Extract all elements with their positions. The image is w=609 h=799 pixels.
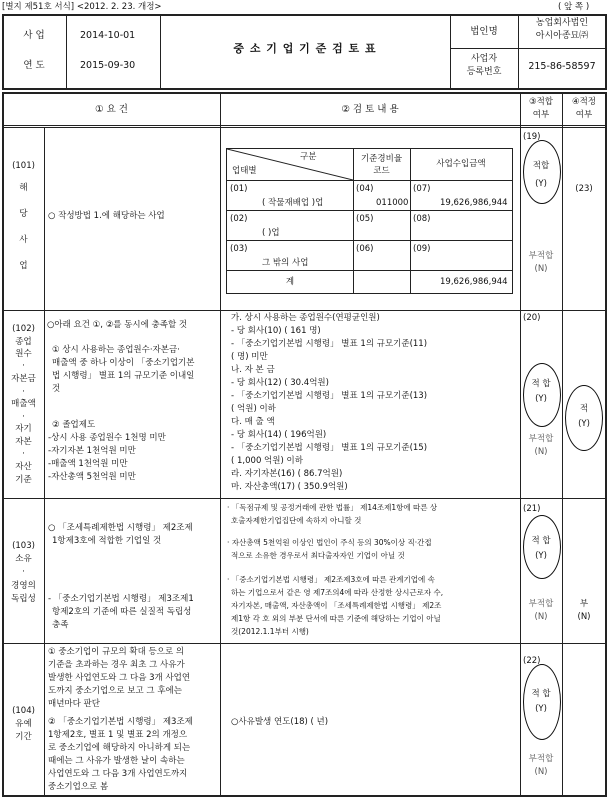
s103-rev-line: · 「중소기업기본법 시행령」 제2조제3호에 따른 관계기업에 속	[227, 575, 435, 584]
s104-req-line: 1항제2호, 별표 1 및 별표 2의 개정으	[48, 730, 188, 740]
s102-rev-line: - 당 회사(12) ( 30.4억원)	[231, 378, 329, 388]
s103-req-line: 충족	[52, 620, 69, 630]
col-proper-header-2: 여부	[575, 110, 593, 120]
s104-unfit-n: (N)	[534, 767, 548, 777]
s101-h-sector: 업태별	[232, 166, 257, 176]
s102-label: 매출액	[11, 399, 36, 409]
s101-row-code-no: (05)	[356, 214, 374, 224]
s102-fit: 적 합	[531, 379, 551, 389]
s101-row-rev-no: (09)	[413, 244, 431, 254]
corp-name-2: 아시아종묘㈜	[535, 31, 589, 41]
selected-circle	[523, 140, 561, 204]
s102-req-line: -자산총액 5천억원 미만	[48, 472, 136, 482]
s102-req-line: 매출액 중 하나 이상이 「중소기업기본	[52, 358, 195, 368]
s102-rev-line: - 「중소기업기본법 시행령」 별표 1의 규모기준(13)	[231, 391, 428, 401]
s102-label: 종업	[15, 337, 32, 347]
s101-total-label: 계	[285, 277, 295, 287]
s104-label: 유예	[15, 719, 32, 729]
biz-reg-label-1: 사업자	[470, 54, 498, 64]
s102-rev-line: ( 1,000 억원) 이하	[231, 456, 303, 466]
s102-label: 원수	[15, 349, 32, 359]
s101-h-code-2: 코드	[373, 166, 390, 176]
s103-fit-no: (21)	[523, 504, 541, 514]
s101-row-rev-no: (08)	[413, 214, 431, 224]
s102-rev-line: 다. 매 출 액	[231, 417, 275, 427]
s101-h-category: 구분	[300, 152, 317, 162]
s103-rev-line: 하는 기업으로서 같은 영 제7조의4에 따라 산정한 상시근로자 수,	[231, 588, 444, 597]
s102-unfit-n: (N)	[534, 447, 548, 457]
s103-rev-line: 제1항 각 호 외의 부분 단서에 따른 기준에 해당하는 기업이 아닐	[231, 614, 441, 623]
s102-req-line: -매출액 1천억원 미만	[48, 459, 128, 469]
col-fit-header-1: ③적합	[528, 97, 554, 107]
s104-fit-y: (Y)	[535, 704, 547, 714]
s102-req-line: -상시 사용 종업원수 1천명 미만	[48, 433, 166, 443]
s104-req-line: 매년마다 판단	[48, 699, 100, 709]
year-start: 2014-10-01	[80, 30, 136, 41]
s104-req-line: 기준을 초과하는 경우 최초 그 사유가	[48, 660, 185, 670]
s104-fit-no: (22)	[523, 656, 541, 666]
selected-circle	[523, 515, 561, 579]
s103-rev-line: 적으로 소유한 경우로서 최다출자자인 기업이 아닐 것	[231, 551, 405, 560]
s102-rev-line: - 「중소기업기본법 시행령」 별표 1의 규모기준(11)	[231, 339, 428, 349]
s101-row-code: 011000	[376, 198, 409, 208]
s102-rev-line: 마. 자산총액(17) ( 350.9억원)	[231, 482, 348, 492]
s102-rev-line: - 당 회사(14) ( 196억원)	[231, 430, 327, 440]
s102-req-line: ○아래 요건 ①, ②를 동시에 충족할 것	[47, 320, 188, 330]
s104-req-line: 도까지 중소기업으로 보고 그 후에는	[48, 686, 182, 696]
s102-label: 기준	[15, 475, 32, 485]
s104-label: 기간	[15, 732, 32, 742]
business-year-label-2: 연 도	[23, 60, 45, 71]
s103-rev-line: 자기자본, 매출액, 자산총액이 「조세특례제한법 시행령」 제2조	[231, 601, 442, 610]
s104-rev: ○사유발생 연도(18) ( 년)	[231, 717, 329, 727]
s103-fit-y: (Y)	[535, 551, 547, 561]
s102-label: ·	[22, 449, 25, 459]
s103-rev-line: · 자산총액 5천억원 이상인 법인이 주식 등의 30%이상 직·간접	[227, 538, 432, 547]
s104-req-line: 사업연도와 그 다음 3개 사업연도까지	[48, 769, 188, 779]
s102-label: 자본	[15, 437, 32, 447]
s103-proper: 부	[579, 599, 589, 609]
col-review-header: ② 검 토 내 용	[341, 104, 399, 115]
col-requirement-header: ① 요 건	[95, 104, 128, 115]
s104-fit: 적 합	[531, 689, 551, 699]
corp-name-label: 법인명	[470, 26, 498, 37]
s101-label: 사	[19, 235, 28, 245]
s103-label: 독립성	[11, 594, 36, 604]
s101-h-code-1: 기준경비율	[360, 154, 403, 164]
s103-req-line: ○ 「조세특례제한법 시행령」 제2조제	[48, 523, 193, 533]
s102-label: ·	[22, 412, 25, 422]
s103-req-line: - 「중소기업기본법 시행령」 제3조제1	[48, 594, 194, 604]
s104-code: (104)	[12, 706, 35, 716]
s101-row-no: (02)	[230, 214, 248, 224]
s101-label: 업	[19, 261, 28, 271]
s101-row-name: ( )업	[262, 228, 280, 238]
form-tag: [별지 제51호 서식] <2012. 2. 23. 개정>	[2, 2, 162, 12]
s101-requirement: ○ 작성방법 1.에 해당하는 사업	[48, 211, 165, 221]
s102-fit-y: (Y)	[535, 394, 547, 404]
s101-fit-no: (19)	[523, 132, 541, 142]
s103-req-line: 항제2호의 기준에 따른 실질적 독립성	[52, 607, 192, 617]
s102-rev-line: ( 억원) 이하	[231, 404, 276, 414]
s101-total: 19,626,986,944	[440, 277, 508, 287]
s102-proper-y: (Y)	[578, 419, 590, 429]
s102-rev-line: - 「중소기업기본법 시행령」 별표 1의 규모기준(15)	[231, 443, 428, 453]
s104-req-line: 때에는 그 사유가 발생한 날이 속하는	[48, 756, 185, 766]
s101-fit-y: (Y)	[535, 179, 547, 189]
s101-row-rev-no: (07)	[413, 184, 431, 194]
s102-rev-line: 라. 자기자본(16) ( 86.7억원)	[231, 469, 343, 479]
s102-label: ·	[22, 361, 25, 371]
s101-row-code-no: (04)	[356, 184, 374, 194]
s103-proper-n: (N)	[577, 612, 591, 622]
s103-rev-line: · 「독점규제 및 공정거래에 관한 법률」 제14조제1항에 따른 상	[227, 503, 438, 512]
s102-label: 자기	[15, 424, 32, 434]
s102-proper: 적	[579, 404, 589, 414]
biz-reg-label-2: 등록번호	[466, 67, 502, 77]
page-title: 중 소 기 업 기 준 검 토 표	[233, 42, 377, 55]
s102-rev-line: - 당 회사(10) ( 161 명)	[231, 326, 321, 336]
col-proper-header-1: ④적정	[571, 97, 597, 107]
selected-circle	[523, 664, 561, 740]
s103-code: (103)	[12, 541, 35, 551]
corp-name-1: 농업회사법인	[535, 18, 589, 28]
s101-label: 당	[19, 209, 28, 219]
s101-row-name: 그 밖의 사업	[262, 258, 309, 268]
s104-req-line: 로 중소기업에 해당하지 아니하게 되는	[48, 743, 191, 753]
s102-rev-line: ( 명) 미만	[231, 352, 268, 362]
year-end: 2015-09-30	[80, 60, 136, 71]
biz-reg-no: 215-86-58597	[528, 61, 596, 72]
s103-rev-line: 것(2012.1.1부터 시행)	[231, 627, 309, 636]
s101-unfit: 부적합	[528, 251, 554, 261]
page-side: ( 앞 쪽 )	[558, 2, 590, 12]
s102-code: (102)	[12, 324, 35, 334]
s104-unfit: 부적합	[528, 754, 554, 764]
s102-req-line: -자기자본 1천억원 미만	[48, 446, 136, 456]
s101-unfit-n: (N)	[534, 264, 548, 274]
s102-rev-line: 나. 자 본 금	[231, 365, 275, 375]
s104-req-line: ① 중소기업이 규모의 확대 등으로 의	[48, 647, 185, 657]
s101-proper-no: (23)	[575, 184, 593, 194]
s103-req-line: 1항제3호에 적합한 기업일 것	[52, 536, 162, 546]
s103-fit: 적 합	[531, 536, 551, 546]
s102-rev-line: 가. 상시 사용하는 종업원수(연평균인원)	[231, 313, 380, 323]
s103-label: 소유	[15, 554, 32, 564]
s102-fit-no: (20)	[523, 313, 541, 323]
business-year-label-1: 사 업	[23, 30, 45, 41]
s101-label: 해	[19, 183, 28, 193]
s101-row-code-no: (06)	[356, 244, 374, 254]
s101-row-no: (01)	[230, 184, 248, 194]
s102-unfit: 부적합	[528, 434, 554, 444]
s102-req-line: 것	[52, 384, 61, 394]
s103-label: 경영의	[11, 581, 36, 591]
s103-unfit-n: (N)	[534, 612, 548, 622]
s102-req-line: 법 시행령」 별표 1의 규모기준 이내일	[52, 371, 195, 381]
s102-req-line: ① 상시 사용하는 종업원수·자본금·	[52, 345, 180, 355]
s103-label: ·	[22, 567, 25, 577]
s101-row-revenue: 19,626,986,944	[440, 198, 508, 208]
s101-row-no: (03)	[230, 244, 248, 254]
s102-label: 자산	[15, 462, 32, 472]
col-fit-header-2: 여부	[532, 110, 550, 120]
s102-label: 자본금	[11, 374, 36, 384]
s102-label: ·	[22, 387, 25, 397]
s101-row-name: ( 작물재배업 )업	[262, 198, 324, 208]
s103-unfit: 부적합	[528, 599, 554, 609]
s101-code: (101)	[12, 161, 35, 171]
s104-req-line: 중소기업으로 봄	[48, 782, 109, 792]
s101-h-revenue: 사업수입금액	[436, 159, 486, 169]
s101-fit: 적합	[532, 161, 550, 171]
s104-req-line: ② 「중소기업기본법 시행령」 제3조제	[48, 717, 193, 727]
s104-req-line: 발생한 사업연도와 그 다음 3개 사업연	[48, 673, 191, 683]
s102-req-line: ② 졸업제도	[52, 420, 96, 430]
s103-rev-line: 호출자제한기업집단에 속하지 아니할 것	[231, 516, 362, 525]
